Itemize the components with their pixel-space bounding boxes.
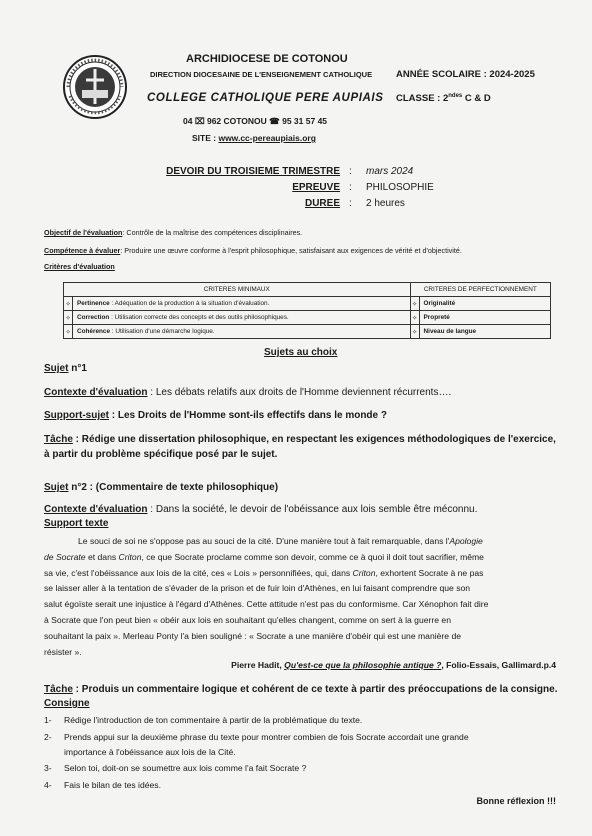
objectif-label: Objectif de l'évaluation bbox=[44, 228, 123, 237]
consigne-item bbox=[44, 778, 564, 793]
source-title: Qu'est-ce que la philosophie antique ? bbox=[284, 660, 442, 670]
text-line bbox=[44, 581, 558, 597]
table-row bbox=[64, 297, 551, 311]
consigne-list bbox=[44, 713, 564, 795]
min-criterion bbox=[73, 311, 411, 325]
sujet2-rest: n°2 : (Commentaire de texte philosophique) bbox=[68, 482, 279, 493]
sujet1-label: Sujet bbox=[44, 363, 69, 374]
italic-title: de Socrate bbox=[44, 551, 86, 562]
text-fragment: sa vie, c'est l'obéissance aux lois de la cité, ces « Lois » personnifiées, qui, dans bbox=[44, 567, 353, 578]
min-criterion-text: : Utilisation d'une démarche logique. bbox=[110, 328, 215, 335]
epreuve-label: EPREUVE bbox=[292, 182, 340, 193]
consigne-text: Rédige l'introduction de ton commentaire à partir de la problématique du texte. bbox=[64, 715, 363, 725]
objectif-line bbox=[44, 228, 302, 237]
text-fragment: résister ». bbox=[44, 646, 82, 657]
text-source bbox=[231, 660, 556, 670]
bullet-icon: ✧ bbox=[64, 297, 73, 311]
text-line bbox=[44, 550, 558, 566]
sujet1-support-text: : Les Droits de l'Homme sont-ils effectifs dans le monde ? bbox=[109, 410, 387, 421]
sujet1-num: n°1 bbox=[68, 363, 87, 374]
consigne-text: Prends appui sur la deuxième phrase du texte pour montrer combien de fois Socrate accordait une grande bbox=[64, 731, 469, 742]
min-criterion-text: : Utilisation correcte des concepts et des outils philosophiques. bbox=[109, 314, 289, 321]
consigne-number: 4- bbox=[44, 780, 52, 791]
sujet1-support bbox=[44, 409, 387, 424]
source-author: Pierre Hadit, bbox=[231, 660, 285, 670]
min-criterion bbox=[73, 297, 411, 311]
min-criterion-label: Pertinence bbox=[77, 300, 110, 307]
devoir-colon: : bbox=[349, 166, 352, 177]
text-line bbox=[44, 645, 558, 661]
bullet-icon: ✧ bbox=[410, 325, 419, 339]
text-line bbox=[44, 629, 558, 645]
consigne-number: 3- bbox=[44, 763, 52, 774]
sujet2-title bbox=[44, 481, 278, 496]
consigne-item bbox=[44, 761, 564, 776]
perf-criterion: Originalité bbox=[419, 297, 550, 311]
class-suffix: C & D bbox=[462, 93, 491, 105]
consigne-number: 1- bbox=[44, 715, 52, 725]
text-fragment: et dans bbox=[85, 551, 119, 562]
sujet2-label: Sujet bbox=[44, 482, 69, 493]
diocese-seal-logo bbox=[62, 54, 128, 120]
sujet2-tache-label: Tâche bbox=[44, 684, 73, 695]
closing-message: Bonne réflexion !!! bbox=[476, 796, 556, 806]
sujet1-tache bbox=[44, 433, 564, 462]
competence-line bbox=[44, 246, 462, 255]
website-line bbox=[192, 133, 316, 143]
consigne-item bbox=[44, 730, 564, 760]
italic-title: Apologie bbox=[449, 536, 483, 546]
competence-text: : Produire une œuvre conforme à l'esprit philosophique, satisfaisant aux exigences de vérité et d'objectivité. bbox=[120, 246, 462, 255]
sujet2-contexte-label: Contexte d'évaluation bbox=[44, 504, 148, 515]
direction-name: DIRECTION DIOCESAINE DE L'ENSEIGNEMENT CATHOLIQUE bbox=[150, 70, 373, 79]
sujet1-tache-line2: à partir du problème spécifique posé par le sujet. bbox=[44, 448, 278, 460]
text-line bbox=[44, 597, 558, 613]
devoir-date: mars 2024 bbox=[366, 166, 414, 177]
text-fragment: Le souci de soi ne s'oppose pas au souci de la cité. D'une manière tout à fait remarquable, dans l' bbox=[78, 536, 450, 546]
bullet-icon: ✧ bbox=[410, 297, 419, 311]
sujets-title: Sujets au choix bbox=[264, 347, 338, 358]
sujet1-contexte-text: : Les débats relatifs aux droits de l'Homme deviennent récurrents…. bbox=[147, 387, 452, 398]
italic-title: Criton bbox=[352, 567, 376, 578]
sujet2-contexte bbox=[44, 503, 477, 518]
consigne-text: importance à l'obéissance aux lois de la Cité. bbox=[64, 746, 236, 757]
source-rest: , Folio-Essais, Gallimard.p.4 bbox=[441, 660, 556, 670]
min-criterion bbox=[73, 325, 411, 339]
consigne-item bbox=[44, 713, 564, 728]
text-line bbox=[44, 534, 558, 550]
text-line bbox=[44, 613, 558, 629]
sujet2-contexte-text: : Dans la société, le devoir de l'obéissance aux lois semble être méconnu. bbox=[147, 504, 478, 515]
min-criterion-label: Cohérence bbox=[77, 328, 111, 335]
class-prefix: CLASSE : 2 bbox=[396, 93, 449, 105]
objectif-text: : Contrôle de la maîtrise des compétences disciplinaires. bbox=[122, 228, 303, 237]
italic-title: Criton bbox=[118, 551, 142, 562]
criteria-table bbox=[63, 282, 551, 339]
text-line bbox=[44, 566, 558, 582]
site-label: SITE : bbox=[192, 133, 219, 143]
text-fragment: salut égoïste serait une injustice à l'égard d'Athènes. Cette attitude n'est pas du conformisme. Car Xénophon fait dire bbox=[44, 599, 489, 610]
min-criterion-label: Correction bbox=[77, 314, 110, 321]
sujet1-tache-label: Tâche bbox=[44, 434, 73, 445]
bullet-icon: ✧ bbox=[410, 311, 419, 325]
sujet2-tache-text: : Produis un commentaire logique et cohérent de ce texte à partir des préoccupations de la consigne. bbox=[72, 684, 558, 695]
text-fragment: , ce que Socrate proclame comme son devoir, comme ce à quoi il doit tout sacrifier, même bbox=[141, 551, 484, 562]
text-fragment: souhaitant la paix ». Merleau Ponty l'a bien souligné : « Socrate a une manière d'obéir qui est une manière de bbox=[44, 630, 461, 641]
site-url[interactable]: www.cc-pereaupiais.org bbox=[218, 133, 316, 143]
support-texte-label: Support texte bbox=[44, 518, 109, 529]
sujet1-tache-line1: : Rédige une dissertation philosophique, en respectant les exigences méthodologiques de l'exercice, bbox=[72, 434, 556, 445]
header-criteres-minimaux: CRITERES MINIMAUX bbox=[64, 283, 411, 297]
sujet1-title bbox=[44, 362, 87, 377]
consigne-label: Consigne bbox=[44, 698, 90, 709]
diocese-name: ARCHIDIOCESE DE COTONOU bbox=[186, 53, 348, 65]
sujet1-support-label: Support-sujet bbox=[44, 410, 109, 421]
table-header-row bbox=[64, 283, 551, 297]
table-row bbox=[64, 311, 551, 325]
header-criteres-perfectionnement: CRITERES DE PERFECTIONNEMENT bbox=[410, 283, 550, 297]
school-year: ANNÉE SCOLAIRE : 2024-2025 bbox=[396, 69, 535, 80]
contact-phones: 04 ⌧ 962 COTONOU ☎ 95 31 57 45 bbox=[183, 116, 328, 126]
criteres-title: Critères d'évaluation bbox=[44, 262, 115, 271]
class-superscript: ndes bbox=[448, 93, 463, 99]
duree-colon: : bbox=[349, 198, 352, 209]
perf-criterion: Propreté bbox=[419, 311, 550, 325]
min-criterion-text: : Adéquation de la production à la situation d'évaluation. bbox=[109, 300, 270, 307]
consigne-text: Selon toi, doit-on se soumettre aux lois comme l'a fait Socrate ? bbox=[64, 763, 307, 774]
support-text-body bbox=[44, 534, 558, 660]
perf-criterion: Niveau de langue bbox=[419, 325, 550, 339]
epreuve-value: PHILOSOPHIE bbox=[366, 182, 434, 193]
duree-value: 2 heures bbox=[366, 198, 405, 209]
college-name: COLLEGE CATHOLIQUE PERE AUPIAIS bbox=[147, 92, 384, 104]
text-fragment: , exhortent Socrate à ne pas bbox=[375, 567, 484, 578]
sujet1-contexte-label: Contexte d'évaluation bbox=[44, 387, 148, 398]
sujet1-contexte bbox=[44, 386, 451, 401]
text-fragment: se laisser aller à la tentation de s'évader de la prison et de fuir loin d'Athènes, en lui faisant comprendre que son bbox=[44, 583, 471, 594]
sujet2-tache bbox=[44, 683, 557, 698]
table-row bbox=[64, 325, 551, 339]
consigne-number: 2- bbox=[44, 731, 52, 742]
competence-label: Compétence à évaluer bbox=[44, 246, 121, 255]
bullet-icon: ✧ bbox=[64, 325, 73, 339]
epreuve-colon: : bbox=[349, 182, 352, 193]
class-label bbox=[396, 93, 491, 104]
devoir-label: DEVOIR DU TROISIEME TRIMESTRE bbox=[166, 166, 340, 177]
text-fragment: à Socrate que l'on peut bien « obéir aux lois en souhaitant qu'elles changent, comme on sert à la guerre en bbox=[44, 614, 451, 625]
duree-label: DUREE bbox=[304, 198, 340, 209]
consigne-text: Fais le bilan de tes idées. bbox=[64, 780, 161, 791]
bullet-icon: ✧ bbox=[64, 311, 73, 325]
